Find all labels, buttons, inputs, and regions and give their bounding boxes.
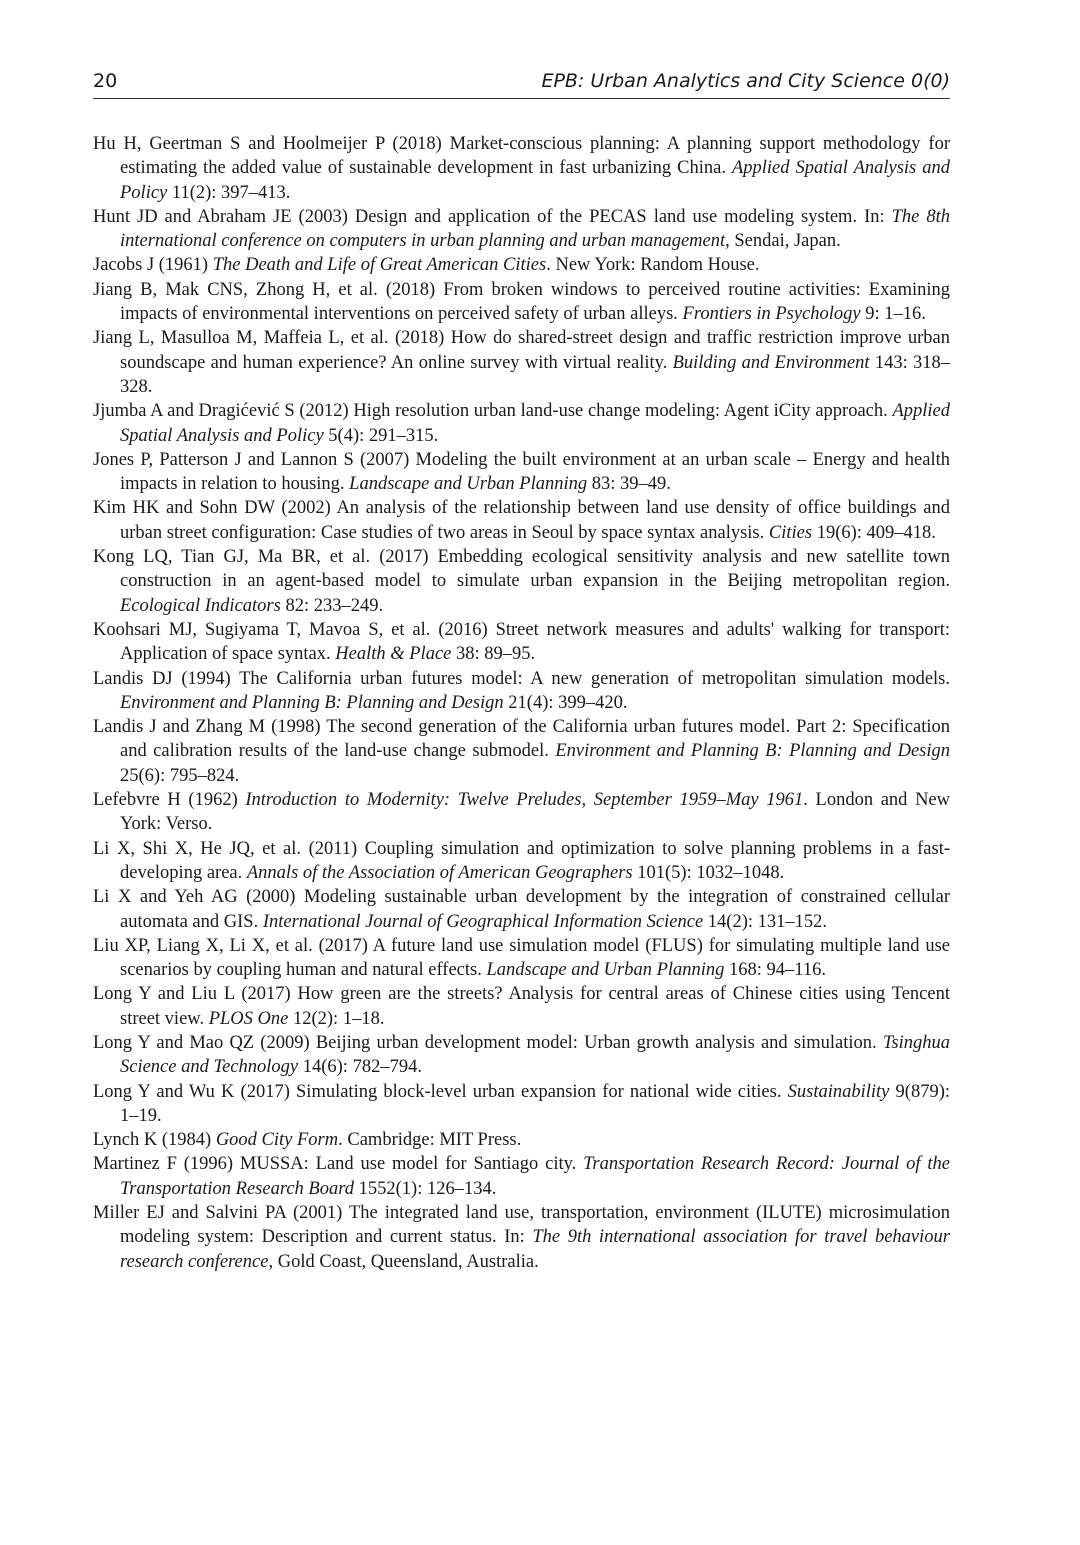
reference-venue: Environment and Planning B: Planning and Design <box>555 741 950 762</box>
reference-entry <box>93 1152 950 1201</box>
reference-text: Jjumba A and Dragićević S (2012) High resolution urban land-use change modeling: Agent iCity approach. <box>93 401 893 422</box>
reference-venue: Ecological Indicators <box>120 595 281 616</box>
reference-entry <box>93 496 950 545</box>
reference-details: 9(879): 1–19. <box>120 1081 950 1126</box>
reference-entry <box>93 448 950 497</box>
reference-details: 14(6): 782–794. <box>298 1057 422 1078</box>
reference-entry <box>93 982 950 1031</box>
reference-text: Jacobs J (1961) <box>93 255 213 276</box>
reference-entry <box>93 326 950 399</box>
reference-details: 168: 94–116. <box>724 960 826 981</box>
reference-text: Lynch K (1984) <box>93 1130 216 1151</box>
reference-venue: Health & Place <box>335 644 452 665</box>
reference-text: Kim HK and Sohn DW (2002) An analysis of the relationship between land use density of office buildings and urban street configuration: Case studies of two areas in Seoul by space syntax analysis. <box>93 498 950 543</box>
reference-text: Martinez F (1996) MUSSA: Land use model for Santiago city. <box>93 1154 584 1175</box>
reference-details: 11(2): 397–413. <box>167 182 291 203</box>
reference-text: Hunt JD and Abraham JE (2003) Design and application of the PECAS land use modeling system. In: <box>93 206 892 227</box>
reference-details: 82: 233–249. <box>280 595 384 616</box>
reference-entry <box>93 1080 950 1129</box>
reference-entry <box>93 1031 950 1080</box>
reference-entry <box>93 715 950 788</box>
running-header <box>93 70 950 99</box>
page-number: 20 <box>93 70 118 92</box>
reference-venue: Cities <box>768 522 813 543</box>
reference-details: 25(6): 795–824. <box>120 765 240 786</box>
reference-venue: Tsinghua Science and Technology <box>120 1032 950 1078</box>
reference-list <box>93 132 950 1274</box>
reference-venue: Transportation Research Record: Journal of the Transportation Research Board <box>120 1154 950 1199</box>
reference-entry <box>93 788 950 837</box>
reference-entry <box>93 1201 950 1274</box>
reference-text: Jiang L, Masulloa M, Maffeia L, et al. (2018) How do shared-street design and traffic restriction improve urban soundscape and human experience? An online survey with virtual reality. <box>93 328 950 373</box>
reference-venue: The 8th international conference on computers in urban planning and urban management <box>120 206 950 252</box>
reference-venue: Applied Spatial Analysis and Policy <box>120 158 950 203</box>
reference-details: 5(4): 291–315. <box>323 425 439 446</box>
reference-venue: Building and Environment <box>672 352 870 373</box>
reference-text: Long Y and Mao QZ (2009) Beijing urban development model: Urban growth analysis and simulation. <box>93 1032 883 1053</box>
reference-venue: Landscape and Urban Planning <box>486 960 725 981</box>
reference-text: Jiang B, Mak CNS, Zhong H, et al. (2018) From broken windows to perceived routine activities: Examining impacts of environmental interventions on perceived safety of urban alleys. <box>93 279 950 325</box>
reference-details: . Cambridge: MIT Press. <box>338 1130 522 1151</box>
reference-details: . London and New York: Verso. <box>120 790 951 835</box>
reference-entry <box>93 399 950 448</box>
reference-entry <box>93 1128 950 1152</box>
reference-venue: Environment and Planning B: Planning and Design <box>120 692 504 713</box>
reference-venue: Frontiers in Psychology <box>682 304 861 325</box>
reference-details: , Sendai, Japan. <box>725 231 841 252</box>
reference-venue: Introduction to Modernity: Twelve Preludes, September 1959–May 1961 <box>245 790 804 811</box>
reference-venue: Applied Spatial Analysis and Policy <box>120 401 950 446</box>
reference-details: 38: 89–95. <box>451 644 536 665</box>
reference-entry <box>93 545 950 618</box>
reference-text: Li X and Yeh AG (2000) Modeling sustainable urban development by the integration of constrained cellular automata and GIS. <box>93 887 950 932</box>
reference-entry <box>93 205 950 254</box>
reference-text: Lefebvre H (1962) <box>93 790 246 811</box>
reference-details: 14(2): 131–152. <box>703 911 828 932</box>
reference-details: . New York: Random House. <box>546 255 760 276</box>
reference-text: Miller EJ and Salvini PA (2001) The integrated land use, transportation, environment (ILUTE) microsimulation modeling system: Description and current status. In: <box>93 1203 950 1248</box>
reference-text: Kong LQ, Tian GJ, Ma BR, et al. (2017) Embedding ecological sensitivity analysis and new satellite town construction in an agent-based model to simulate urban expansion in the Beijing metropolitan region. <box>93 547 950 592</box>
reference-entry <box>93 667 950 716</box>
reference-entry <box>93 278 950 327</box>
reference-details: 143: 318–328. <box>120 352 951 397</box>
reference-venue: Landscape and Urban Planning <box>349 474 588 495</box>
reference-text: Hu H, Geertman S and Hoolmeijer P (2018) Market-conscious planning: A planning support methodology for estimating the added value of sustainable development in fast urbanizing China. <box>93 134 950 179</box>
reference-text: Landis DJ (1994) The California urban futures model: A new generation of metropolitan simulation models. <box>93 668 950 689</box>
reference-details: 19(6): 409–418. <box>812 522 936 543</box>
reference-details: , Gold Coast, Queensland, Australia. <box>268 1251 539 1272</box>
reference-venue: The 9th international association for travel behaviour research conference <box>120 1227 950 1272</box>
reference-entry <box>93 837 950 886</box>
reference-details: 83: 39–49. <box>587 474 671 495</box>
reference-text: Li X, Shi X, He JQ, et al. (2011) Coupling simulation and optimization to solve planning problems in a fast-developing area. <box>93 838 950 883</box>
reference-entry <box>93 618 950 667</box>
reference-text: Long Y and Wu K (2017) Simulating block-level urban expansion for national wide cities. <box>93 1081 788 1102</box>
reference-details: 1552(1): 126–134. <box>354 1178 497 1199</box>
reference-details: 9: 1–16. <box>860 304 926 325</box>
reference-entry <box>93 253 950 277</box>
reference-venue: Annals of the Association of American Geographers <box>246 862 633 883</box>
reference-text: Jones P, Patterson J and Lannon S (2007) Modeling the built environment at an urban scale – Energy and health impacts in relation to housing. <box>93 449 950 495</box>
reference-entry <box>93 885 950 934</box>
reference-details: 12(2): 1–18. <box>288 1008 385 1029</box>
reference-entry <box>93 934 950 983</box>
reference-entry <box>93 132 950 205</box>
reference-text: Koohsari MJ, Sugiyama T, Mavoa S, et al. (2016) Street network measures and adults' walking for transport: Application of space syntax. <box>93 619 950 665</box>
reference-text: Landis J and Zhang M (1998) The second generation of the California urban futures model. Part 2: Specification and calibration results of the land-use change submodel. <box>93 717 950 762</box>
reference-venue: Sustainability <box>787 1081 890 1102</box>
reference-details: 21(4): 399–420. <box>503 692 628 713</box>
reference-venue: PLOS One <box>208 1008 289 1029</box>
reference-venue: Good City Form <box>215 1130 339 1151</box>
reference-venue: International Journal of Geographical Information Science <box>262 911 704 932</box>
reference-text: Long Y and Liu L (2017) How green are the streets? Analysis for central areas of Chinese cities using Tencent street view. <box>93 984 950 1029</box>
reference-venue: The Death and Life of Great American Cities <box>212 255 547 276</box>
reference-details: 101(5): 1032–1048. <box>632 862 785 883</box>
reference-text: Liu XP, Liang X, Li X, et al. (2017) A future land use simulation model (FLUS) for simulating multiple land use scenarios by coupling human and natural effects. <box>93 935 950 981</box>
journal-title: EPB: Urban Analytics and City Science 0(0) <box>541 70 950 92</box>
